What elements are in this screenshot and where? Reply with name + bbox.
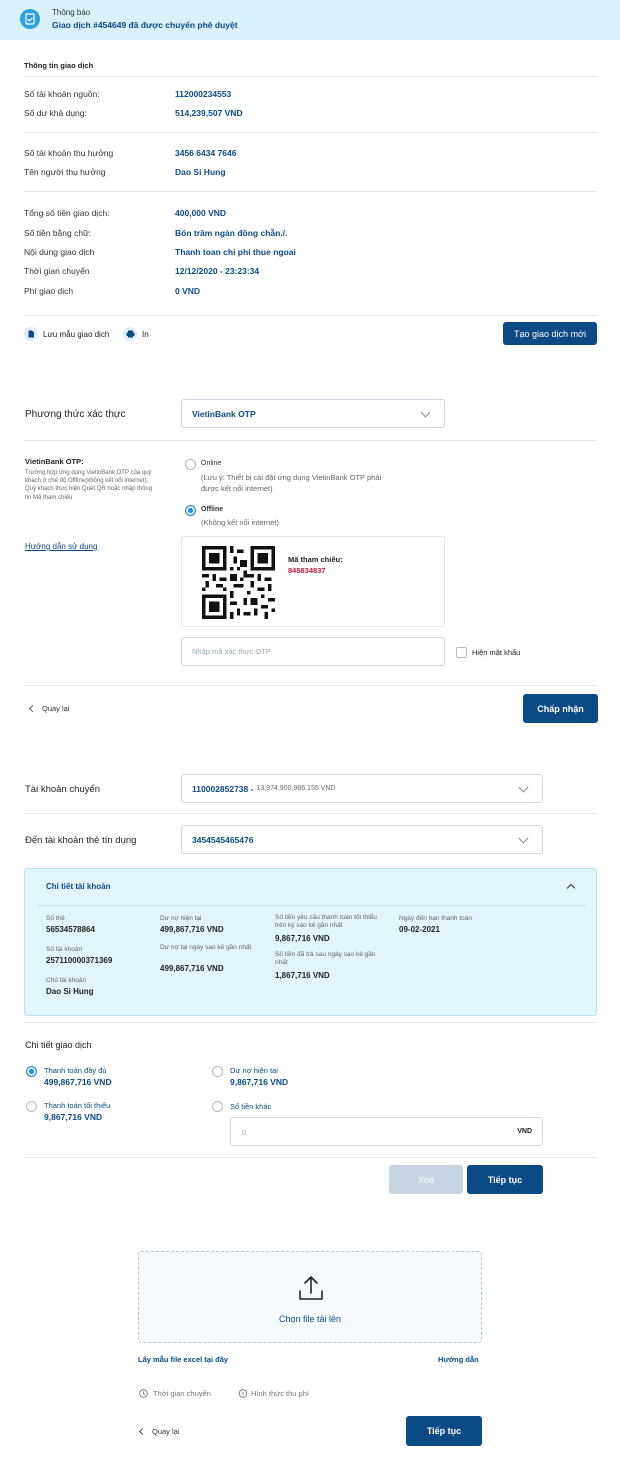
save-template-button[interactable] <box>24 327 109 341</box>
online-radio[interactable] <box>185 459 196 470</box>
upload-guide-link[interactable]: Hướng dẫn <box>438 1355 479 1364</box>
offline-label: Offline <box>201 506 224 513</box>
auth-method-label: Phương thức xác thực <box>25 409 126 420</box>
account-detail-title: Chi tiết tài khoản <box>46 882 111 891</box>
owner-value: Dao Si Hung <box>46 987 94 996</box>
row-value: 514,239,507 VND <box>175 108 243 118</box>
paid-amount-label: Số tiền đã trả sau ngày sao kê gần nhất <box>275 951 376 966</box>
chevron-down-icon <box>421 408 431 418</box>
notification-banner <box>0 0 620 40</box>
due-date-value: 09-02-2021 <box>399 925 440 934</box>
accept-button[interactable]: Chấp nhận <box>523 694 598 723</box>
continue-button[interactable]: Tiếp tục <box>467 1165 543 1194</box>
statement-debt-label: Dư nợ tại ngày sao kê gần nhất <box>160 944 252 951</box>
offline-note: (Không kết nối internet) <box>201 518 279 527</box>
upload-continue-button[interactable]: Tiếp tục <box>406 1416 482 1446</box>
show-password-checkbox[interactable] <box>456 647 467 658</box>
min-payment-label: Số tiền yêu cầu thanh toán tối thiểu trên kỳ sao kê gần nhất <box>275 914 377 929</box>
excel-template-link[interactable]: Lấy mẫu file excel tại đây <box>138 1355 229 1364</box>
fee-method-option[interactable] <box>238 1389 309 1398</box>
from-account-number: 110002852738 - <box>192 783 254 794</box>
chevron-left-icon <box>139 1428 146 1435</box>
row-label: Tên người thụ hưởng <box>24 167 106 177</box>
transaction-detail-title: Chi tiết giao dịch <box>25 1040 92 1050</box>
choose-file-label: Chọn file tải lên <box>278 1314 342 1324</box>
row-value: Thanh toan chi phi thue ngoai <box>175 247 296 257</box>
full-payment-value: 499,867,716 VND <box>44 1077 112 1087</box>
row-label: Thời gian chuyển <box>24 266 90 276</box>
to-card-number: 3454545465476 <box>192 834 254 845</box>
row-value: 112000234553 <box>175 89 232 99</box>
save-template-label: Lưu mẫu giao dịch <box>43 329 110 339</box>
otp-title: VietinBank OTP: <box>25 457 84 466</box>
to-card-label: Đến tài khoản thẻ tín dụng <box>25 835 137 846</box>
account-detail-header[interactable] <box>25 869 596 905</box>
account-number-label: Số tài khoản <box>46 946 83 953</box>
min-payment-radio[interactable] <box>26 1101 37 1112</box>
auth-method-select[interactable] <box>181 399 445 428</box>
show-password-label: Hiện mật khẩu <box>472 648 521 657</box>
upload-back-label: Quay lại <box>152 1427 180 1436</box>
otp-input[interactable] <box>181 637 445 666</box>
otp-description: Trường hợp ứng dụng VietinBank OTP của quý khách ở chế độ Offline(không kết nối internet), Quý khách thực hiện Quét QR hoặc nhập thông tin Mã tham chiếu <box>25 470 153 501</box>
row-value: 3456 6434 7646 <box>175 148 237 158</box>
approval-icon <box>20 9 40 29</box>
auth-method-value: VietinBank OTP <box>192 408 256 419</box>
amount-input[interactable] <box>230 1117 543 1146</box>
min-payment-option-value: 9,867,716 VND <box>44 1112 103 1122</box>
qr-panel <box>181 536 445 627</box>
upload-back-button[interactable] <box>140 1427 180 1436</box>
row-value: 12/12/2020 - 23:23:34 <box>175 266 260 276</box>
clock-icon <box>139 1389 148 1398</box>
section-title: Thông tin giao dịch <box>24 61 94 70</box>
to-card-select[interactable] <box>181 825 543 854</box>
due-date-label: Ngày đến hạn thanh toán <box>399 915 473 922</box>
print-label: In <box>142 329 149 339</box>
reference-code: 845834837 <box>288 566 326 575</box>
amount-placeholder: 0 <box>242 1128 247 1137</box>
full-payment-label: Thanh toán đầy đủ <box>44 1066 107 1075</box>
full-payment-radio[interactable] <box>26 1066 37 1077</box>
printer-icon <box>123 327 137 341</box>
current-debt-option-label: Dư nợ hiện tại <box>230 1066 278 1075</box>
reference-label: Mã tham chiếu: <box>288 555 343 564</box>
chevron-down-icon <box>519 834 529 844</box>
print-button[interactable] <box>123 327 149 341</box>
offline-radio[interactable] <box>185 505 196 516</box>
current-debt-value: 499,867,716 VND <box>160 925 224 934</box>
back-button[interactable] <box>30 704 70 713</box>
owner-label: Chủ tài khoản <box>46 977 87 984</box>
chevron-down-icon <box>519 783 529 793</box>
upload-icon <box>297 1274 325 1302</box>
row-label: Phí giao dịch <box>24 286 74 296</box>
new-transaction-button[interactable]: Tạo giao dịch mới <box>503 322 597 345</box>
usage-guide-link[interactable]: Hướng dẫn sử dụng <box>25 542 98 551</box>
clear-button[interactable]: Xoá <box>389 1165 463 1194</box>
row-label: Số dư khả dụng: <box>24 108 87 118</box>
account-number-value: 257110000371369 <box>46 956 113 965</box>
row-label: Số tài khoản nguồn: <box>24 89 100 99</box>
file-dropzone[interactable] <box>138 1251 482 1343</box>
statement-debt-value: 499,867,716 VND <box>160 964 224 973</box>
fee-method-label: Hình thức thu phí <box>251 1389 309 1398</box>
coin-icon <box>238 1389 248 1398</box>
transfer-time-option[interactable] <box>139 1389 211 1398</box>
online-label: Online <box>201 460 222 467</box>
row-value: Bốn trăm ngàn đồng chẵn./. <box>175 228 288 238</box>
current-debt-radio[interactable] <box>212 1066 223 1077</box>
other-amount-label: Số tiền khác <box>230 1102 272 1111</box>
from-account-select[interactable] <box>181 774 543 803</box>
min-payment-value: 9,867,716 VND <box>275 934 330 943</box>
chevron-up-icon <box>567 884 575 892</box>
back-label: Quay lại <box>42 704 70 713</box>
from-account-balance: 13,974,900,966,155 VND <box>256 785 336 792</box>
current-debt-label: Dư nợ hiện tại <box>160 915 202 922</box>
qr-code-icon <box>202 546 275 619</box>
account-detail-panel <box>24 868 597 1016</box>
min-payment-option-label: Thanh toán tối thiểu <box>44 1101 111 1110</box>
row-value: Dao Si Hung <box>175 167 226 177</box>
card-number-label: Số thẻ <box>46 915 65 922</box>
row-label: Số tài khoản thụ hưởng <box>24 148 114 158</box>
chevron-left-icon <box>29 705 36 712</box>
row-label: Nội dung giao dịch <box>24 247 95 257</box>
notice-title: Thông báo <box>52 8 91 17</box>
otp-placeholder: Nhập mã xác thực OTP <box>192 647 271 656</box>
row-value: 400,000 VND <box>175 208 227 218</box>
online-note: (Lưu ý: Thiết bị cài đặt ứng dụng VietinBank OTP phải được kết nối internet) <box>201 473 382 493</box>
from-account-label: Tài khoản chuyển <box>25 784 100 795</box>
document-icon <box>24 327 38 341</box>
card-number-value: 56534578864 <box>46 925 95 934</box>
transfer-time-label: Thời gian chuyển <box>153 1389 211 1398</box>
other-amount-radio[interactable] <box>212 1101 223 1112</box>
notice-message: Giao dịch #454649 đã được chuyển phê duyệt <box>52 20 238 30</box>
currency-label: VND <box>517 1128 532 1135</box>
row-label: Số tiền bằng chữ: <box>24 228 92 238</box>
row-value: 0 VND <box>175 286 201 296</box>
current-debt-option-value: 9,867,716 VND <box>230 1077 289 1087</box>
paid-amount-value: 1,867,716 VND <box>275 971 330 980</box>
row-label: Tổng số tiền giao dịch: <box>24 208 110 218</box>
